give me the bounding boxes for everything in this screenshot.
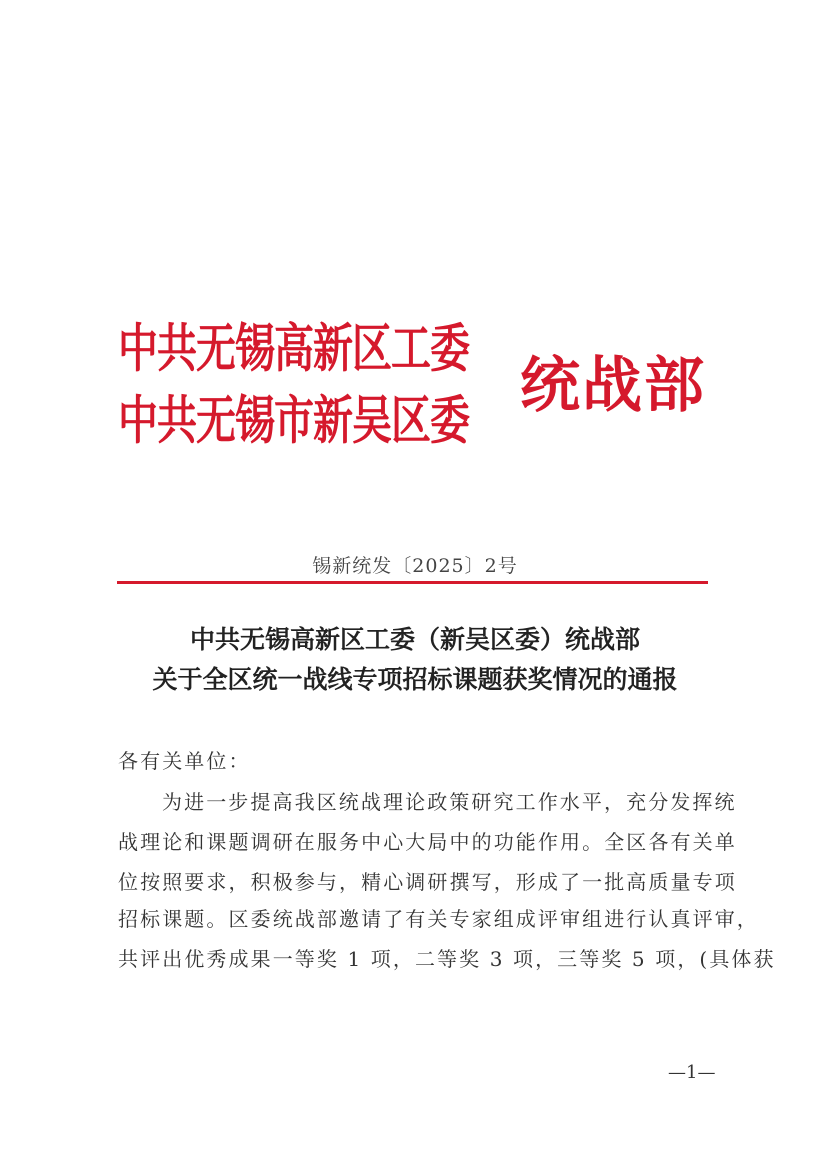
red-divider (117, 581, 708, 584)
page-number: —1— (668, 1062, 716, 1083)
body-line: 为进一步提高我区统战理论政策研究工作水平，充分发挥统 (162, 790, 737, 814)
body-line: 战理论和课题调研在服务中心大局中的功能作用。全区各有关单 (118, 830, 737, 854)
document-title-line-2: 关于全区统一战线专项招标课题获奖情况的通报 (152, 665, 678, 694)
body-line: 共评出优秀成果一等奖 1 项，二等奖 3 项，三等奖 5 项，(具体获 (118, 947, 776, 971)
issuing-department: 统战部 (520, 351, 706, 421)
document-title-line-1: 中共无锡高新区工委（新吴区委）统战部 (189, 625, 640, 654)
document-number: 锡新统发〔2025〕2号 (312, 555, 518, 577)
body-line: 招标课题。区委统战部邀请了有关专家组成评审组进行认真评审， (118, 907, 759, 931)
salutation: 各有关单位： (118, 749, 251, 773)
body-line: 位按照要求，积极参与，精心调研撰写，形成了一批高质量专项 (118, 870, 737, 894)
issuing-org-line-2: 中共无锡市新吴区委 (118, 390, 469, 452)
issuing-org-line-1: 中共无锡高新区工委 (118, 318, 469, 380)
